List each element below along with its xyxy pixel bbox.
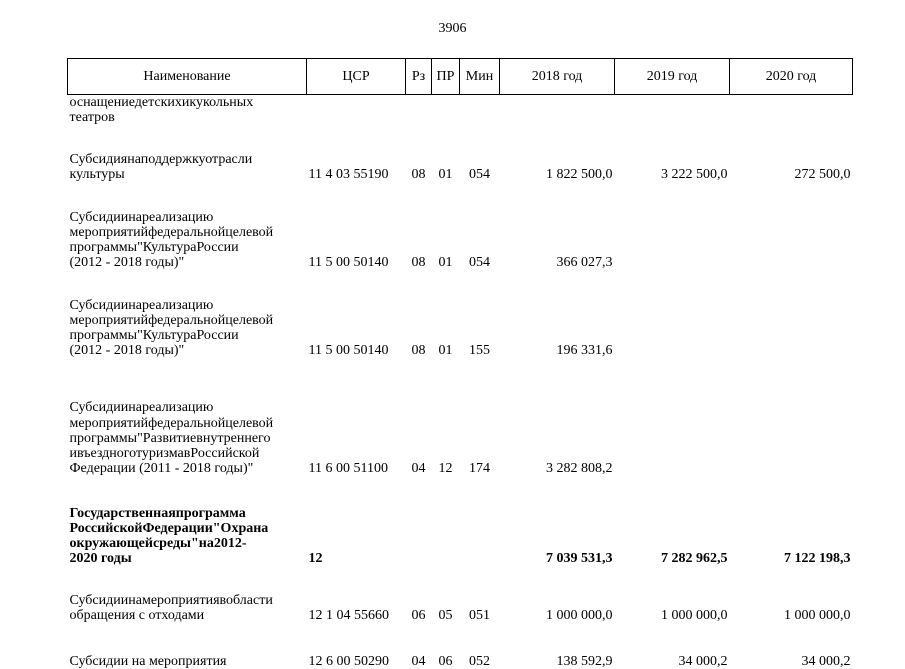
row-pr: 06 bbox=[438, 654, 453, 669]
table-row bbox=[68, 95, 853, 126]
row-rz: 08 bbox=[411, 167, 426, 183]
row-name bbox=[68, 95, 307, 126]
row-pr bbox=[432, 490, 460, 566]
row-name-line: Субсидиинареализацию bbox=[69, 297, 214, 313]
row-rz: 08 bbox=[411, 255, 426, 271]
row-name bbox=[68, 490, 307, 566]
row-min: 052 bbox=[469, 654, 490, 669]
row-2019: 7 282 962,5 bbox=[661, 551, 728, 567]
row-min: 054 bbox=[469, 255, 490, 271]
row-2019 bbox=[615, 370, 730, 476]
table-row bbox=[68, 137, 853, 182]
header-2020: 2020 год bbox=[730, 59, 853, 95]
table-row bbox=[68, 194, 853, 270]
row-2018: 1 000 000,0 bbox=[546, 608, 613, 624]
row-name-line: ивъездноготуризмавРоссийской bbox=[69, 446, 260, 461]
table-row bbox=[68, 370, 853, 476]
row-2019 bbox=[615, 282, 730, 358]
table-header-row bbox=[68, 59, 853, 95]
row-rz bbox=[406, 490, 432, 566]
row-name-line: (2012 - 2018 годы)" bbox=[69, 343, 185, 359]
row-pr: 01 bbox=[438, 167, 453, 183]
row-min: 155 bbox=[469, 343, 490, 359]
row-name bbox=[68, 282, 307, 358]
row-spacer bbox=[68, 358, 853, 370]
row-csr bbox=[307, 95, 406, 126]
row-name-line: мероприятийфедеральнойцелевой bbox=[69, 312, 274, 328]
row-rz: 04 bbox=[411, 654, 426, 669]
row-min: 051 bbox=[469, 608, 490, 624]
row-name-line: 2020 годы bbox=[69, 551, 132, 567]
row-spacer bbox=[68, 182, 853, 194]
row-2020 bbox=[730, 95, 853, 126]
row-min: 054 bbox=[469, 167, 490, 183]
row-name bbox=[68, 137, 307, 182]
row-name-line: мероприятийфедеральнойцелевой bbox=[69, 224, 274, 240]
row-2020 bbox=[730, 370, 853, 476]
row-spacer bbox=[68, 125, 853, 137]
row-csr: 12 6 00 50290 bbox=[308, 654, 389, 669]
row-spacer bbox=[68, 623, 853, 639]
row-2020 bbox=[730, 282, 853, 358]
row-min bbox=[460, 490, 500, 566]
row-name-line: Государственнаяпрограмма bbox=[69, 505, 246, 521]
row-name-line: Субсидиинареализацию bbox=[69, 209, 214, 225]
row-2020: 1 000 000,0 bbox=[784, 608, 851, 624]
row-rz: 04 bbox=[411, 461, 426, 477]
header-min: Мин bbox=[460, 59, 500, 95]
row-rz bbox=[406, 95, 432, 126]
row-pr: 05 bbox=[438, 608, 453, 624]
row-name bbox=[68, 194, 307, 270]
row-name-line: обращения с отходами bbox=[69, 608, 205, 624]
table-row bbox=[68, 578, 853, 623]
row-2018: 7 039 531,3 bbox=[546, 551, 613, 567]
row-name-line: программы"Развитиевнутреннего bbox=[69, 430, 271, 446]
row-2018: 1 822 500,0 bbox=[546, 167, 613, 183]
row-name-line: Субсидии на мероприятия bbox=[69, 654, 227, 669]
row-2020: 7 122 198,3 bbox=[784, 551, 851, 567]
row-pr: 01 bbox=[438, 343, 453, 359]
row-2018: 196 331,6 bbox=[556, 343, 613, 359]
row-spacer bbox=[68, 270, 853, 282]
row-name bbox=[68, 578, 307, 623]
row-csr: 11 5 00 50140 bbox=[308, 255, 389, 271]
row-2018: 138 592,9 bbox=[556, 654, 613, 669]
row-name-line: Субсидиинамероприятиявобласти bbox=[69, 593, 273, 608]
header-pr: ПР bbox=[432, 59, 460, 95]
row-2019 bbox=[615, 194, 730, 270]
row-pr: 01 bbox=[438, 255, 453, 271]
budget-table bbox=[67, 58, 853, 669]
row-2018: 3 282 808,2 bbox=[546, 461, 613, 477]
row-csr: 12 bbox=[308, 551, 323, 567]
row-2019 bbox=[615, 95, 730, 126]
row-min: 174 bbox=[469, 461, 490, 477]
row-name-line: окружающейсреды"на2012- bbox=[69, 536, 247, 551]
row-name-line: культуры bbox=[69, 167, 125, 183]
row-pr bbox=[432, 95, 460, 126]
header-2018: 2018 год bbox=[500, 59, 615, 95]
row-2018 bbox=[500, 95, 615, 126]
header-csr: ЦСР bbox=[307, 59, 406, 95]
row-spacer bbox=[68, 566, 853, 578]
row-name-line: программы"КультураРоссии bbox=[69, 240, 239, 255]
header-name: Наименование bbox=[68, 59, 307, 95]
row-name-line: Федерации (2011 - 2018 годы)" bbox=[69, 461, 254, 477]
table-row bbox=[68, 490, 853, 566]
row-csr: 11 4 03 55190 bbox=[308, 167, 389, 183]
row-name bbox=[68, 639, 307, 669]
row-min bbox=[460, 95, 500, 126]
row-csr: 11 5 00 50140 bbox=[308, 343, 389, 359]
table-row bbox=[68, 282, 853, 358]
row-2019: 3 222 500,0 bbox=[661, 167, 728, 183]
row-2020 bbox=[730, 194, 853, 270]
row-pr: 12 bbox=[438, 461, 453, 477]
row-2020: 272 500,0 bbox=[794, 167, 851, 183]
table-row bbox=[68, 639, 853, 669]
row-name-line: Субсидиинареализацию bbox=[69, 400, 214, 416]
row-name-line: оснащениедетскихикукольных bbox=[69, 95, 254, 110]
page-number: 3906 bbox=[438, 21, 467, 36]
row-rz: 06 bbox=[411, 608, 426, 624]
row-csr: 11 6 00 51100 bbox=[308, 461, 388, 477]
row-name-line: (2012 - 2018 годы)" bbox=[69, 255, 185, 271]
row-2020: 34 000,2 bbox=[801, 654, 851, 669]
header-rz: Рз bbox=[406, 59, 432, 95]
row-2019: 34 000,2 bbox=[678, 654, 728, 669]
header-2019: 2019 год bbox=[615, 59, 730, 95]
row-name-line: Субсидиянаподдержкуотрасли bbox=[69, 152, 253, 167]
row-2018: 366 027,3 bbox=[556, 255, 613, 271]
row-name-line: РоссийскойФедерации"Охрана bbox=[69, 520, 269, 536]
row-2019: 1 000 000,0 bbox=[661, 608, 728, 624]
row-rz: 08 bbox=[411, 343, 426, 359]
row-name-line: мероприятийфедеральнойцелевой bbox=[69, 415, 274, 431]
row-csr: 12 1 04 55660 bbox=[308, 608, 389, 624]
row-name bbox=[68, 370, 307, 476]
row-name-line: программы"КультураРоссии bbox=[69, 328, 239, 343]
row-name-line: театров bbox=[69, 110, 115, 126]
row-spacer bbox=[68, 476, 853, 490]
